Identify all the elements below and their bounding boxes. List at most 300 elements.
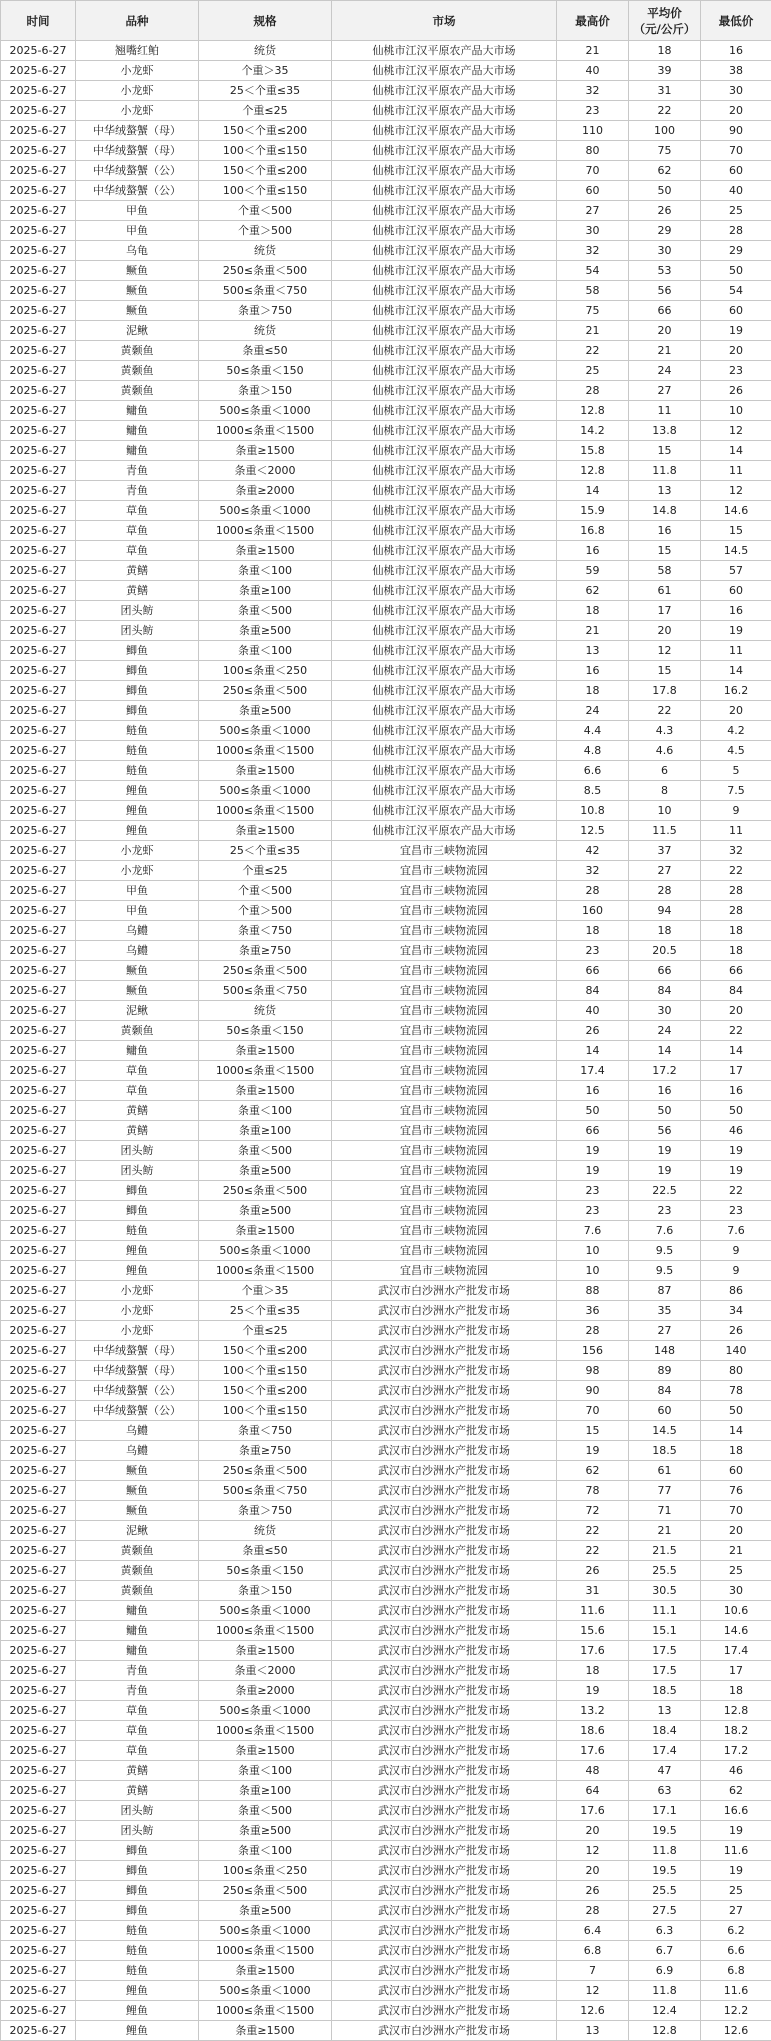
cell-spec: 统货	[199, 241, 332, 261]
cell-avg: 53	[629, 261, 701, 281]
cell-low: 16	[701, 601, 771, 621]
cell-avg: 14	[629, 1041, 701, 1061]
cell-kind: 鲤鱼	[76, 781, 199, 801]
cell-date: 2025-6-27	[1, 381, 76, 401]
cell-high: 4.4	[557, 721, 629, 741]
cell-date: 2025-6-27	[1, 1961, 76, 1981]
table-row	[1, 841, 771, 861]
cell-market: 宜昌市三峡物流园	[332, 1061, 557, 1081]
cell-market: 武汉市白沙洲水产批发市场	[332, 1801, 557, 1821]
table-row	[1, 1861, 771, 1881]
cell-spec: 500≤条重＜750	[199, 981, 332, 1001]
cell-market: 仙桃市江汉平原农产品大市场	[332, 501, 557, 521]
cell-kind: 草鱼	[76, 1701, 199, 1721]
cell-high: 19	[557, 1681, 629, 1701]
cell-market: 仙桃市江汉平原农产品大市场	[332, 781, 557, 801]
cell-spec: 条重≥1500	[199, 1081, 332, 1101]
table-row	[1, 621, 771, 641]
cell-spec: 1000≤条重＜1500	[199, 741, 332, 761]
table-row	[1, 1901, 771, 1921]
cell-kind: 鲫鱼	[76, 701, 199, 721]
cell-market: 武汉市白沙洲水产批发市场	[332, 1561, 557, 1581]
cell-spec: 500≤条重＜1000	[199, 781, 332, 801]
cell-high: 28	[557, 1321, 629, 1341]
cell-spec: 150＜个重≤200	[199, 1341, 332, 1361]
table-row	[1, 681, 771, 701]
cell-low: 26	[701, 381, 771, 401]
cell-market: 武汉市白沙洲水产批发市场	[332, 1681, 557, 1701]
cell-low: 6.8	[701, 1961, 771, 1981]
cell-market: 仙桃市江汉平原农产品大市场	[332, 561, 557, 581]
cell-market: 宜昌市三峡物流园	[332, 861, 557, 881]
cell-market: 宜昌市三峡物流园	[332, 1001, 557, 1021]
cell-low: 19	[701, 1861, 771, 1881]
cell-kind: 鳙鱼	[76, 401, 199, 421]
cell-avg: 89	[629, 1361, 701, 1381]
table-row	[1, 1381, 771, 1401]
cell-high: 22	[557, 341, 629, 361]
cell-market: 仙桃市江汉平原农产品大市场	[332, 481, 557, 501]
table-row	[1, 181, 771, 201]
cell-avg: 15	[629, 541, 701, 561]
cell-high: 14	[557, 1041, 629, 1061]
cell-kind: 黄颡鱼	[76, 1541, 199, 1561]
cell-date: 2025-6-27	[1, 1561, 76, 1581]
cell-market: 仙桃市江汉平原农产品大市场	[332, 81, 557, 101]
cell-date: 2025-6-27	[1, 941, 76, 961]
cell-high: 32	[557, 81, 629, 101]
cell-kind: 鳜鱼	[76, 281, 199, 301]
cell-low: 9	[701, 801, 771, 821]
cell-spec: 条重＜2000	[199, 1661, 332, 1681]
cell-high: 54	[557, 261, 629, 281]
cell-kind: 草鱼	[76, 541, 199, 561]
table-row	[1, 1221, 771, 1241]
table-row	[1, 1541, 771, 1561]
table-row	[1, 1661, 771, 1681]
cell-market: 武汉市白沙洲水产批发市场	[332, 1961, 557, 1981]
cell-market: 仙桃市江汉平原农产品大市场	[332, 101, 557, 121]
table-row	[1, 301, 771, 321]
cell-kind: 黄鳝	[76, 561, 199, 581]
table-row	[1, 1441, 771, 1461]
cell-date: 2025-6-27	[1, 701, 76, 721]
cell-kind: 草鱼	[76, 1061, 199, 1081]
cell-high: 32	[557, 861, 629, 881]
cell-market: 仙桃市江汉平原农产品大市场	[332, 461, 557, 481]
cell-low: 60	[701, 581, 771, 601]
cell-spec: 条重≥1500	[199, 1961, 332, 1981]
cell-kind: 乌鳢	[76, 1441, 199, 1461]
cell-avg: 18.5	[629, 1441, 701, 1461]
cell-date: 2025-6-27	[1, 1181, 76, 1201]
cell-date: 2025-6-27	[1, 141, 76, 161]
table-row	[1, 781, 771, 801]
cell-avg: 27	[629, 861, 701, 881]
cell-kind: 乌鳢	[76, 921, 199, 941]
cell-spec: 条重≥1500	[199, 1221, 332, 1241]
cell-market: 宜昌市三峡物流园	[332, 1081, 557, 1101]
cell-market: 武汉市白沙洲水产批发市场	[332, 1981, 557, 2001]
cell-kind: 鲫鱼	[76, 1861, 199, 1881]
cell-low: 4.5	[701, 741, 771, 761]
cell-high: 80	[557, 141, 629, 161]
cell-low: 29	[701, 241, 771, 261]
cell-market: 宜昌市三峡物流园	[332, 1021, 557, 1041]
cell-avg: 47	[629, 1761, 701, 1781]
cell-spec: 25＜个重≤35	[199, 841, 332, 861]
cell-spec: 条重＜500	[199, 601, 332, 621]
cell-spec: 条重＞150	[199, 1581, 332, 1601]
cell-spec: 条重＜100	[199, 1841, 332, 1861]
cell-spec: 500≤条重＜1000	[199, 401, 332, 421]
cell-spec: 个重＞500	[199, 221, 332, 241]
cell-low: 46	[701, 1121, 771, 1141]
table-row	[1, 241, 771, 261]
cell-low: 11.6	[701, 1841, 771, 1861]
cell-kind: 甲鱼	[76, 881, 199, 901]
cell-avg: 18	[629, 41, 701, 61]
cell-high: 50	[557, 1101, 629, 1121]
cell-low: 28	[701, 901, 771, 921]
table-row	[1, 1721, 771, 1741]
cell-date: 2025-6-27	[1, 1981, 76, 2001]
cell-high: 24	[557, 701, 629, 721]
cell-avg: 20.5	[629, 941, 701, 961]
cell-high: 62	[557, 581, 629, 601]
table-row	[1, 61, 771, 81]
table-row	[1, 1181, 771, 1201]
cell-market: 仙桃市江汉平原农产品大市场	[332, 241, 557, 261]
cell-avg: 11.8	[629, 1841, 701, 1861]
cell-date: 2025-6-27	[1, 1121, 76, 1141]
cell-market: 仙桃市江汉平原农产品大市场	[332, 401, 557, 421]
cell-avg: 30	[629, 1001, 701, 1021]
cell-high: 64	[557, 1781, 629, 1801]
cell-market: 仙桃市江汉平原农产品大市场	[332, 421, 557, 441]
cell-high: 26	[557, 1021, 629, 1041]
cell-high: 20	[557, 1861, 629, 1881]
cell-avg: 9.5	[629, 1261, 701, 1281]
cell-spec: 条重＜2000	[199, 461, 332, 481]
cell-market: 仙桃市江汉平原农产品大市场	[332, 701, 557, 721]
table-row	[1, 1201, 771, 1221]
cell-kind: 鳙鱼	[76, 1041, 199, 1061]
cell-avg: 4.3	[629, 721, 701, 741]
cell-spec: 100＜个重≤150	[199, 181, 332, 201]
cell-low: 25	[701, 201, 771, 221]
cell-avg: 71	[629, 1501, 701, 1521]
cell-kind: 泥鳅	[76, 321, 199, 341]
cell-low: 16	[701, 1081, 771, 1101]
cell-market: 武汉市白沙洲水产批发市场	[332, 1361, 557, 1381]
cell-high: 16	[557, 661, 629, 681]
cell-low: 60	[701, 161, 771, 181]
table-row	[1, 1801, 771, 1821]
cell-spec: 1000≤条重＜1500	[199, 1261, 332, 1281]
cell-date: 2025-6-27	[1, 901, 76, 921]
cell-avg: 15.1	[629, 1621, 701, 1641]
cell-avg: 20	[629, 321, 701, 341]
cell-low: 15	[701, 521, 771, 541]
cell-avg: 17.1	[629, 1801, 701, 1821]
cell-high: 20	[557, 1821, 629, 1841]
cell-high: 16	[557, 541, 629, 561]
cell-date: 2025-6-27	[1, 1581, 76, 1601]
cell-avg: 19	[629, 1161, 701, 1181]
cell-date: 2025-6-27	[1, 1601, 76, 1621]
cell-date: 2025-6-27	[1, 741, 76, 761]
cell-spec: 500≤条重＜750	[199, 1481, 332, 1501]
cell-high: 40	[557, 1001, 629, 1021]
cell-kind: 鲫鱼	[76, 661, 199, 681]
cell-avg: 14.5	[629, 1421, 701, 1441]
cell-high: 19	[557, 1141, 629, 1161]
cell-kind: 小龙虾	[76, 101, 199, 121]
cell-spec: 条重≥1500	[199, 541, 332, 561]
cell-spec: 150＜个重≤200	[199, 161, 332, 181]
cell-spec: 100≤条重＜250	[199, 1861, 332, 1881]
cell-spec: 条重≥1500	[199, 1041, 332, 1061]
table-row	[1, 1701, 771, 1721]
cell-low: 60	[701, 301, 771, 321]
cell-date: 2025-6-27	[1, 661, 76, 681]
cell-high: 12	[557, 1841, 629, 1861]
cell-market: 宜昌市三峡物流园	[332, 1201, 557, 1221]
cell-date: 2025-6-27	[1, 1901, 76, 1921]
cell-low: 9	[701, 1241, 771, 1261]
cell-market: 宜昌市三峡物流园	[332, 881, 557, 901]
cell-market: 仙桃市江汉平原农产品大市场	[332, 301, 557, 321]
cell-market: 仙桃市江汉平原农产品大市场	[332, 41, 557, 61]
cell-spec: 150＜个重≤200	[199, 121, 332, 141]
cell-low: 20	[701, 1001, 771, 1021]
cell-kind: 草鱼	[76, 521, 199, 541]
cell-date: 2025-6-27	[1, 461, 76, 481]
table-row	[1, 161, 771, 181]
cell-low: 70	[701, 141, 771, 161]
cell-date: 2025-6-27	[1, 761, 76, 781]
cell-kind: 甲鱼	[76, 201, 199, 221]
cell-date: 2025-6-27	[1, 1261, 76, 1281]
cell-spec: 条重＞150	[199, 381, 332, 401]
cell-low: 4.2	[701, 721, 771, 741]
cell-high: 23	[557, 941, 629, 961]
cell-low: 80	[701, 1361, 771, 1381]
table-row	[1, 2001, 771, 2021]
cell-market: 仙桃市江汉平原农产品大市场	[332, 601, 557, 621]
cell-high: 7.6	[557, 1221, 629, 1241]
cell-date: 2025-6-27	[1, 1501, 76, 1521]
cell-avg: 16	[629, 521, 701, 541]
cell-avg: 6.7	[629, 1941, 701, 1961]
cell-spec: 条重≥2000	[199, 481, 332, 501]
cell-high: 78	[557, 1481, 629, 1501]
cell-spec: 条重＜100	[199, 1761, 332, 1781]
cell-low: 19	[701, 321, 771, 341]
cell-spec: 500≤条重＜1000	[199, 1241, 332, 1261]
cell-avg: 31	[629, 81, 701, 101]
cell-high: 18.6	[557, 1721, 629, 1741]
cell-date: 2025-6-27	[1, 1761, 76, 1781]
cell-spec: 条重≥750	[199, 1441, 332, 1461]
cell-low: 14.6	[701, 1621, 771, 1641]
cell-high: 60	[557, 181, 629, 201]
cell-avg: 11.8	[629, 461, 701, 481]
cell-market: 武汉市白沙洲水产批发市场	[332, 2001, 557, 2021]
cell-avg: 18.5	[629, 1681, 701, 1701]
cell-avg: 13	[629, 1701, 701, 1721]
cell-low: 62	[701, 1781, 771, 1801]
cell-high: 11.6	[557, 1601, 629, 1621]
cell-spec: 统货	[199, 1001, 332, 1021]
cell-low: 16	[701, 41, 771, 61]
cell-kind: 鳙鱼	[76, 1641, 199, 1661]
cell-kind: 鳙鱼	[76, 421, 199, 441]
table-row	[1, 1561, 771, 1581]
cell-date: 2025-6-27	[1, 681, 76, 701]
cell-market: 武汉市白沙洲水产批发市场	[332, 1821, 557, 1841]
cell-market: 宜昌市三峡物流园	[332, 1121, 557, 1141]
cell-high: 17.6	[557, 1641, 629, 1661]
cell-low: 25	[701, 1881, 771, 1901]
cell-low: 14.5	[701, 541, 771, 561]
table-row	[1, 1061, 771, 1081]
cell-avg: 63	[629, 1781, 701, 1801]
cell-spec: 条重≥1500	[199, 1641, 332, 1661]
cell-low: 14	[701, 1421, 771, 1441]
table-row	[1, 1921, 771, 1941]
cell-low: 18	[701, 1441, 771, 1461]
cell-spec: 条重≤50	[199, 1541, 332, 1561]
cell-avg: 6.9	[629, 1961, 701, 1981]
cell-high: 15.6	[557, 1621, 629, 1641]
table-row	[1, 2021, 771, 2041]
cell-date: 2025-6-27	[1, 1661, 76, 1681]
cell-low: 27	[701, 1901, 771, 1921]
cell-kind: 鲫鱼	[76, 641, 199, 661]
table-row	[1, 1281, 771, 1301]
table-row	[1, 1401, 771, 1421]
table-row	[1, 1001, 771, 1021]
table-header	[1, 1, 771, 41]
cell-date: 2025-6-27	[1, 101, 76, 121]
cell-avg: 23	[629, 1201, 701, 1221]
cell-avg: 24	[629, 361, 701, 381]
cell-avg: 16	[629, 1081, 701, 1101]
cell-high: 12.6	[557, 2001, 629, 2021]
cell-date: 2025-6-27	[1, 1621, 76, 1641]
cell-kind: 鲤鱼	[76, 1241, 199, 1261]
cell-kind: 鲫鱼	[76, 681, 199, 701]
cell-market: 仙桃市江汉平原农产品大市场	[332, 661, 557, 681]
cell-kind: 鲢鱼	[76, 1961, 199, 1981]
cell-spec: 条重＜100	[199, 641, 332, 661]
cell-avg: 75	[629, 141, 701, 161]
table-row	[1, 1601, 771, 1621]
cell-low: 11	[701, 641, 771, 661]
cell-spec: 条重≥1500	[199, 1741, 332, 1761]
cell-spec: 250≤条重＜500	[199, 961, 332, 981]
header-avg-unit: （元/公斤）	[629, 21, 700, 37]
cell-low: 22	[701, 861, 771, 881]
cell-high: 14.2	[557, 421, 629, 441]
cell-high: 23	[557, 1181, 629, 1201]
cell-date: 2025-6-27	[1, 561, 76, 581]
cell-spec: 100＜个重≤150	[199, 1401, 332, 1421]
cell-market: 宜昌市三峡物流园	[332, 941, 557, 961]
cell-market: 武汉市白沙洲水产批发市场	[332, 1761, 557, 1781]
cell-spec: 条重≥500	[199, 621, 332, 641]
cell-avg: 21	[629, 1521, 701, 1541]
table-row	[1, 701, 771, 721]
table-row	[1, 1621, 771, 1641]
cell-date: 2025-6-27	[1, 361, 76, 381]
cell-spec: 条重≥2000	[199, 1681, 332, 1701]
cell-low: 19	[701, 621, 771, 641]
cell-market: 仙桃市江汉平原农产品大市场	[332, 61, 557, 81]
cell-spec: 150＜个重≤200	[199, 1381, 332, 1401]
cell-date: 2025-6-27	[1, 1841, 76, 1861]
cell-avg: 22	[629, 701, 701, 721]
cell-date: 2025-6-27	[1, 281, 76, 301]
cell-avg: 37	[629, 841, 701, 861]
cell-date: 2025-6-27	[1, 1161, 76, 1181]
cell-high: 16	[557, 1081, 629, 1101]
cell-date: 2025-6-27	[1, 521, 76, 541]
cell-market: 武汉市白沙洲水产批发市场	[332, 1421, 557, 1441]
cell-spec: 250≤条重＜500	[199, 681, 332, 701]
cell-avg: 11.8	[629, 1981, 701, 2001]
table-row	[1, 1421, 771, 1441]
cell-market: 宜昌市三峡物流园	[332, 1261, 557, 1281]
cell-market: 武汉市白沙洲水产批发市场	[332, 1581, 557, 1601]
cell-date: 2025-6-27	[1, 541, 76, 561]
cell-market: 仙桃市江汉平原农产品大市场	[332, 201, 557, 221]
cell-market: 武汉市白沙洲水产批发市场	[332, 1901, 557, 1921]
cell-kind: 黄鳝	[76, 1121, 199, 1141]
cell-market: 仙桃市江汉平原农产品大市场	[332, 621, 557, 641]
cell-spec: 条重≥500	[199, 1901, 332, 1921]
header-spec: 规格	[199, 1, 332, 41]
cell-high: 26	[557, 1561, 629, 1581]
cell-avg: 17.4	[629, 1741, 701, 1761]
cell-kind: 黄鳝	[76, 1781, 199, 1801]
cell-spec: 条重≥500	[199, 701, 332, 721]
cell-avg: 21	[629, 341, 701, 361]
cell-avg: 17	[629, 601, 701, 621]
table-row	[1, 1361, 771, 1381]
cell-avg: 56	[629, 281, 701, 301]
cell-market: 武汉市白沙洲水产批发市场	[332, 1321, 557, 1341]
cell-spec: 1000≤条重＜1500	[199, 1941, 332, 1961]
cell-avg: 19	[629, 1141, 701, 1161]
cell-low: 18.2	[701, 1721, 771, 1741]
cell-high: 15.9	[557, 501, 629, 521]
cell-low: 6.6	[701, 1941, 771, 1961]
cell-low: 34	[701, 1301, 771, 1321]
table-row	[1, 601, 771, 621]
cell-market: 仙桃市江汉平原农产品大市场	[332, 521, 557, 541]
cell-low: 60	[701, 1461, 771, 1481]
cell-high: 13	[557, 641, 629, 661]
cell-low: 17.2	[701, 1741, 771, 1761]
table-row	[1, 1101, 771, 1121]
cell-spec: 500≤条重＜1000	[199, 1981, 332, 2001]
cell-high: 4.8	[557, 741, 629, 761]
cell-low: 20	[701, 341, 771, 361]
cell-date: 2025-6-27	[1, 1281, 76, 1301]
